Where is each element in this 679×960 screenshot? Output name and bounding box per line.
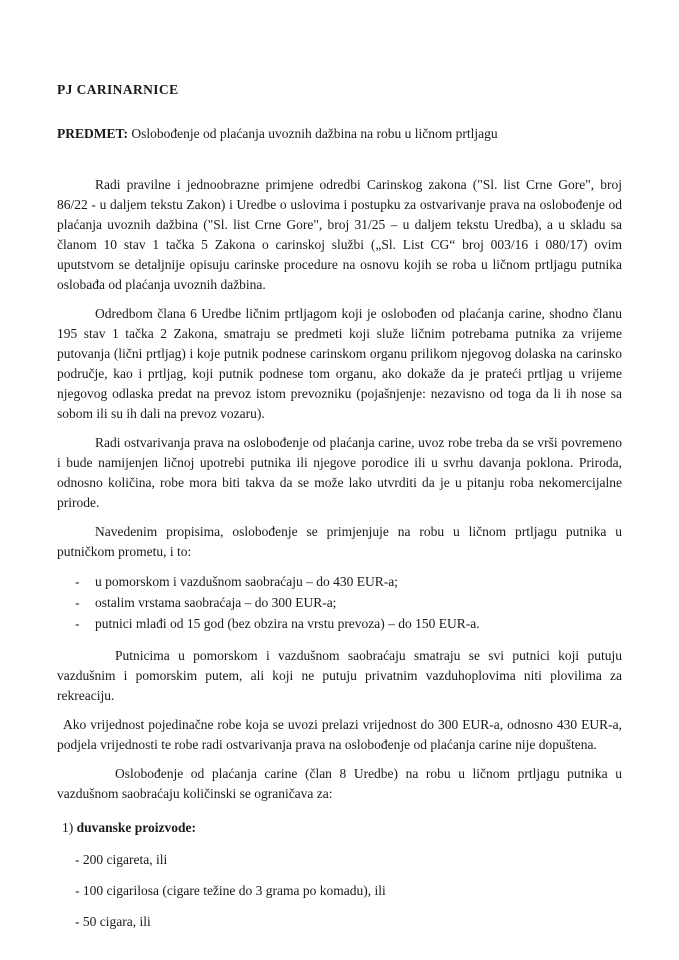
item-number: 1) <box>62 820 74 835</box>
subject-line <box>57 126 622 142</box>
bullet-marker: - <box>75 574 80 589</box>
paragraph-quantity-limits: Oslobođenje od plaćanja carine (član 8 Uredbe) na robu u ličnom prtljagu putnika u vazdušnom saobraćaju količinski se ograničava za: <box>57 766 622 801</box>
item-label: duvanske proizvode: <box>76 820 197 835</box>
limits-list <box>57 571 622 634</box>
tobacco-item-cigarillos: - 100 cigarilosa (cigare težine do 3 grama po komadu), ili <box>75 883 386 898</box>
tobacco-item-cigarettes: - 200 cigareta, ili <box>75 852 168 867</box>
list-item <box>57 613 622 634</box>
list-item <box>57 592 622 613</box>
list-item <box>57 571 622 592</box>
subject-text: Oslobođenje od plaćanja uvoznih dažbina na robu u ličnom prtljagu <box>131 126 498 141</box>
paragraph-passengers-definition: Putnicima u pomorskom i vazdušnom saobraćaju smatraju se svi putnici koji putuju vazdušnim i pomorskim putem, ali koji ne putuju privatnim vazduhoplovima niti plovilima za rekreaciju. <box>57 648 622 703</box>
list-item-text: ostalim vrstama saobraćaja – do 300 EUR-a; <box>95 595 337 610</box>
list-item-text: u pomorskom i vazdušnom saobraćaju – do 430 EUR-a; <box>95 574 398 589</box>
paragraph-intro: Radi pravilne i jednoobrazne primjene odredbi Carinskog zakona ("Sl. list Crne Gore", broj 86/22 - u daljem tekstu Zakon) i Uredbe o uslovima i postupku za ostvarivanje prava na oslobođenje od plaćanja uvoznih dažbina ("Sl. list Crne Gore", broj 31/25 – u daljem tekstu Uredba), a u skladu sa članom 10 stav 1 tačka 5 Zakona o carinskoj službi („Sl. List CG“ broj 003/16 i 080/17) ovim uputstvom se detaljnije opisuju carinske procedure na osnovu kojih se roba u ličnom prtljagu putnika oslobađa od plaćanja uvoznih dažbina. <box>57 177 622 292</box>
bullet-marker: - <box>75 595 80 610</box>
tobacco-item-cigars: - 50 cigara, ili <box>75 914 151 929</box>
subject-label: PREDMET: <box>57 126 128 141</box>
paragraph-value-split: Ako vrijednost pojedinačne robe koja se uvozi prelazi vrijednost do 300 EUR-a, odnosno 430 EUR-a, podjela vrijednosti te robe radi ostvarivanja prava na oslobođenje od plaćanja carine nije dopuštena. <box>57 717 622 752</box>
numbered-item-tobacco <box>57 818 622 838</box>
bullet-marker: - <box>75 616 80 631</box>
paragraph-article-6: Odredbom člana 6 Uredbe ličnim prtljagom koji je oslobođen od plaćanja carine, shodno članu 195 stav 1 tačka 2 Zakona, smatraju se predmeti koji služe ličnim potrebama putnika za vrijeme putovanja (lični prtljag) i koje putnik podnese carinskom organu prilikom njegovog dolaska na carinsko područje, kao i prtljag, koji putnik podnese tom organu, ako dokaže da je prateći prtljag u vrijeme njegovog odlaska predat na prevoz istom prevozniku (pojašnjenje: nezavisno od toga da li ih nose sa sobom ili su ih dali na prevoz vozaru). <box>57 306 622 421</box>
paragraph-limits-intro: Navedenim propisima, oslobođenje se primjenjuje na robu u ličnom prtljagu putnika u putničkom prometu, i to: <box>57 524 622 559</box>
list-item-text: putnici mlađi od 15 god (bez obzira na vrstu prevoza) – do 150 EUR-a. <box>95 616 480 631</box>
paragraph-conditions: Radi ostvarivanja prava na oslobođenje od plaćanja carine, uvoz robe treba da se vrši povremeno i bude namijenjen ličnoj upotrebi putnika ili njegove porodice ili u svrhu davanja poklona. Priroda, odnosno količina, robe mora biti takva da se može lako utvrditi da je u pitanju roba nekomercijalne prirode. <box>57 435 622 510</box>
document-heading: PJ CARINARNICE <box>57 82 179 97</box>
